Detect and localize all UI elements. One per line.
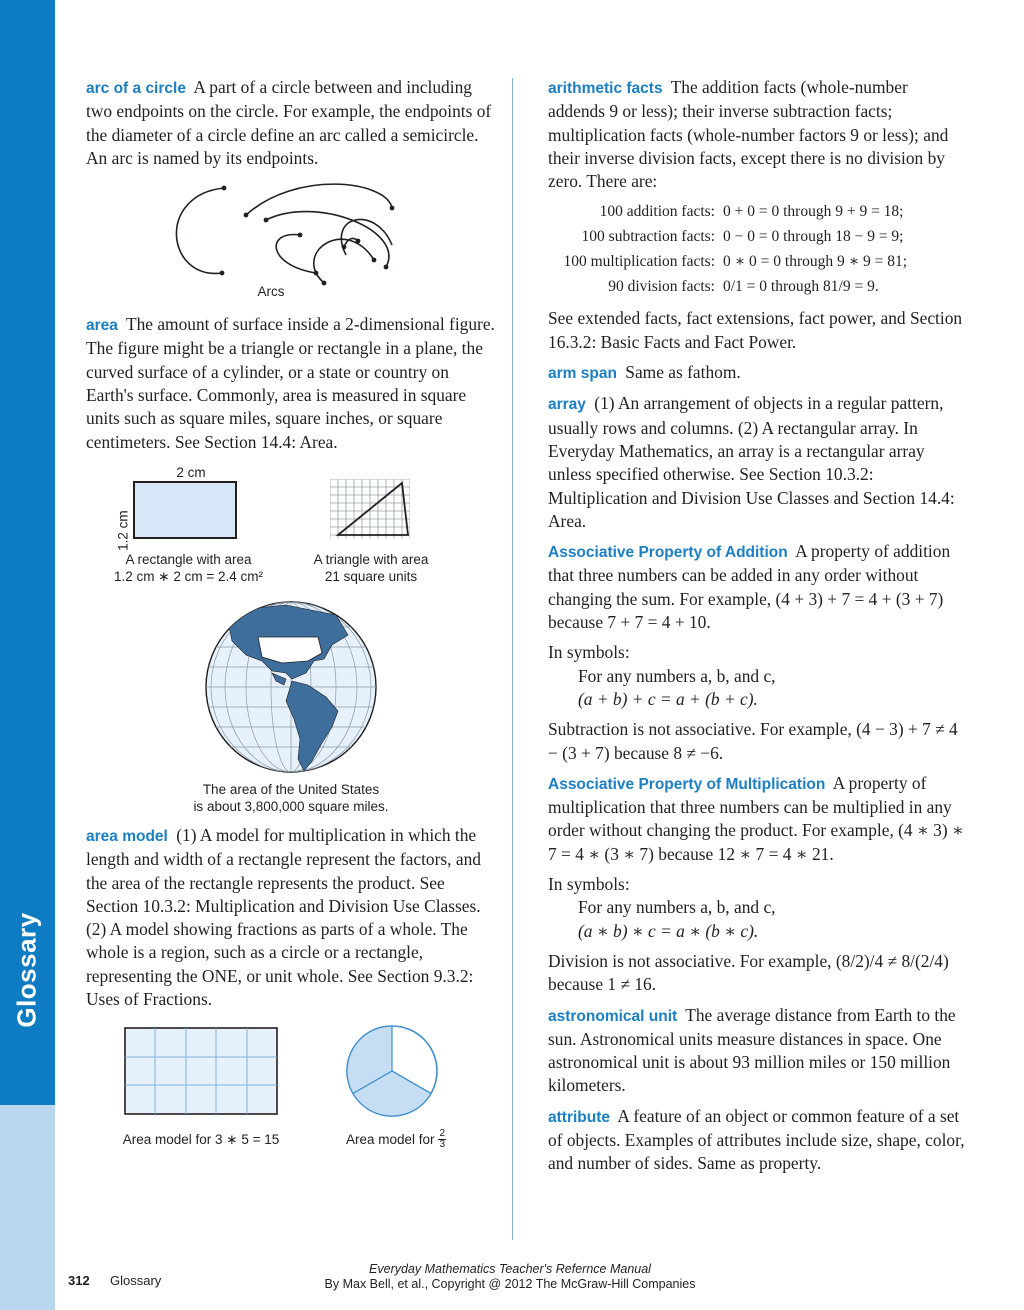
column-divider bbox=[512, 78, 513, 1240]
circle-caption bbox=[326, 1129, 466, 1150]
rect-caption-line2: 1.2 cm ∗ 2 cm = 2.4 cm² bbox=[114, 568, 263, 584]
right-column bbox=[548, 76, 968, 1183]
term-assoc-mult: Associative Property of Multiplication bbox=[548, 775, 826, 793]
def-arithmetic-facts: The addition facts (whole-number addends 9 or less); their inverse subtraction facts; multiplication facts (whole-number factors 9 or less); and their inverse division facts, except there is no division by zero. There are: bbox=[548, 77, 949, 192]
assoc-mult-symbols-line1: For any numbers a, b, and c, bbox=[578, 897, 776, 918]
globe-figure bbox=[86, 601, 496, 816]
globe-caption-line1: The area of the United States bbox=[202, 781, 380, 797]
triangle-grid bbox=[330, 479, 410, 539]
fact-expr: 0 − 0 = 0 through 18 − 9 = 9; bbox=[723, 228, 904, 246]
footer-credit-line2: By Max Bell, et al., Copyright @ 2012 The McGraw-Hill Companies bbox=[324, 1277, 696, 1291]
def-arm-span: Same as fathom. bbox=[625, 362, 741, 383]
entry-area-model bbox=[86, 824, 496, 1011]
fact-expr: 0 ∗ 0 = 0 through 9 ∗ 9 = 81; bbox=[723, 253, 908, 271]
arithmetic-facts-see: See extended facts, fact extensions, fact power, and Section 16.3.2: Basic Facts and Fact Power. bbox=[548, 308, 963, 352]
entry-arm-span bbox=[548, 361, 968, 385]
footer-credit bbox=[300, 1262, 720, 1292]
assoc-add-symbols-line2: (a + b) + c = a + (b + c). bbox=[578, 688, 758, 709]
fraction-numerator: 2 bbox=[439, 1128, 446, 1140]
entry-arithmetic-facts bbox=[548, 76, 968, 193]
rect-width-label: 2 cm bbox=[176, 464, 206, 480]
fact-label: 100 subtraction facts: bbox=[581, 228, 715, 246]
term-area-model: area model bbox=[86, 827, 168, 845]
left-column bbox=[86, 76, 496, 1167]
assoc-add-note: Subtraction is not associative. For example, (4 − 3) + 7 ≠ 4 − (3 + 7) because 8 ≠ −6. bbox=[548, 719, 958, 763]
arcs-caption: Arcs bbox=[257, 284, 285, 300]
triangle-caption-line1: A triangle with area bbox=[313, 551, 429, 567]
circle-caption-fraction bbox=[438, 1129, 446, 1150]
footer-section: Glossary bbox=[110, 1273, 162, 1288]
area-model-figure bbox=[86, 1027, 496, 1167]
entry-arc bbox=[86, 76, 496, 170]
assoc-mult-note: Division is not associative. For example, (8/2)/4 ≠ 8/(2/4) because 1 ≠ 16. bbox=[548, 950, 949, 995]
triangle-caption bbox=[291, 551, 451, 585]
def-area-model: (1) A model for multiplication in which the length and width of a rectangle represent the factors, and the area of the rectangle represents the product. See Section 10.3.2: Multiplication and Division Use Classes. (2) A model showing fractions as parts of a whole. The whole is a region, such as a circle or a rectangle, representing the ONE, or unit whole. See Section 9.3.2: Uses of Fractions. bbox=[86, 824, 481, 1010]
globe-caption-line2: is about 3,800,000 square miles. bbox=[193, 798, 389, 814]
facts-list bbox=[548, 199, 968, 299]
circle-caption-text: Area model for bbox=[345, 1132, 435, 1148]
page-number: 312 bbox=[68, 1273, 90, 1288]
entry-array bbox=[548, 392, 968, 533]
area-model-circle bbox=[344, 1023, 440, 1119]
grid-caption: Area model for 3 ∗ 5 = 15 bbox=[122, 1132, 280, 1148]
sidebar-tab-lower bbox=[0, 1105, 55, 1310]
rect-caption-line1: A rectangle with area bbox=[125, 551, 252, 567]
term-array: array bbox=[548, 396, 586, 414]
entry-assoc-add bbox=[548, 540, 968, 634]
fact-row bbox=[548, 249, 968, 274]
assoc-add-in-symbols: In symbols: bbox=[548, 642, 630, 663]
sidebar-label: Glossary bbox=[11, 912, 42, 1028]
def-arc: A part of a circle between and including two endpoints on the circle. For example, the endpoints of the diameter of a circle define an arc called a semicircle. An arc is named by its endpoints. bbox=[86, 77, 492, 168]
rect-caption bbox=[86, 551, 291, 585]
fact-row bbox=[548, 199, 968, 224]
globe-caption bbox=[146, 781, 436, 815]
entry-assoc-mult bbox=[548, 772, 968, 866]
term-area: area bbox=[86, 317, 118, 335]
area-model-grid bbox=[124, 1027, 284, 1117]
term-attribute: attribute bbox=[548, 1108, 610, 1126]
fact-row bbox=[548, 224, 968, 249]
def-attribute: A feature of an object or common feature of a set of objects. Examples of attributes include size, shape, color, and number of sides. Same as property. bbox=[548, 1105, 965, 1174]
fact-row bbox=[548, 274, 968, 299]
entry-area bbox=[86, 313, 496, 454]
fact-label: 90 division facts: bbox=[608, 278, 715, 296]
fact-expr: 0/1 = 0 through 81/9 = 9. bbox=[723, 278, 879, 296]
def-astronomical-unit: The average distance from Earth to the sun. Astronomical units measure distances in space. One astronomical unit is about 93 million miles or 150 million kilometers. bbox=[548, 1004, 956, 1096]
assoc-mult-symbols-line2: (a ∗ b) ∗ c = a ∗ (b ∗ c). bbox=[578, 920, 759, 941]
entry-attribute bbox=[548, 1105, 968, 1176]
arcs-figure bbox=[86, 175, 496, 305]
term-astronomical-unit: astronomical unit bbox=[548, 1007, 678, 1025]
def-assoc-mult: A property of multiplication that three numbers can be multiplied in any order without changing the product. For example, (4 ∗ 3) ∗ 7 = 4 ∗ (3 ∗ 7) because 12 ∗ 7 = 4 ∗ 21. bbox=[548, 772, 964, 864]
triangle-caption-line2: 21 square units bbox=[324, 568, 418, 584]
fact-label: 100 multiplication facts: bbox=[563, 253, 715, 271]
term-arm-span: arm span bbox=[548, 365, 617, 383]
def-array: (1) An arrangement of objects in a regular pattern, usually rows and columns. (2) A rectangular array. In Everyday Mathematics, an array is a rectangular array unless specified otherwise. See Section 10.3.2: Multiplication and Division Use Classes and Section 14.4: Area. bbox=[548, 393, 955, 531]
fact-expr: 0 + 0 = 0 through 9 + 9 = 18; bbox=[723, 203, 904, 221]
area-shapes-figure bbox=[86, 461, 496, 591]
term-arithmetic-facts: arithmetic facts bbox=[548, 80, 663, 97]
def-area: The amount of surface inside a 2-dimensional figure. The figure might be a triangle or rectangle in a plane, the curved surface of a cylinder, or a state or country on Earth's surface. Commonly, area is measured in square units such as square miles, square inches, or square centimeters. See Section 14.4: Area. bbox=[86, 314, 495, 452]
assoc-add-symbols-line1: For any numbers a, b, and c, bbox=[578, 665, 776, 686]
footer-credit-line1: Everyday Mathematics Teacher's Refernce Manual bbox=[369, 1262, 651, 1276]
rect-height-label: 1.2 cm bbox=[115, 510, 131, 551]
assoc-mult-in-symbols: In symbols: bbox=[548, 874, 630, 895]
term-assoc-add: Associative Property of Addition bbox=[548, 544, 788, 562]
entry-astronomical-unit bbox=[548, 1004, 968, 1098]
fraction-denominator: 3 bbox=[439, 1139, 446, 1151]
def-assoc-add: A property of addition that three numbers can be added in any order without changing the sum. For example, (4 + 3) + 7 = 4 + (3 + 7) because 7 + 7 = 4 + 10. bbox=[548, 541, 951, 633]
fact-label: 100 addition facts: bbox=[599, 203, 715, 221]
globe-illustration bbox=[86, 601, 496, 781]
term-arc: arc of a circle bbox=[86, 80, 186, 97]
area-rectangle bbox=[133, 481, 237, 539]
